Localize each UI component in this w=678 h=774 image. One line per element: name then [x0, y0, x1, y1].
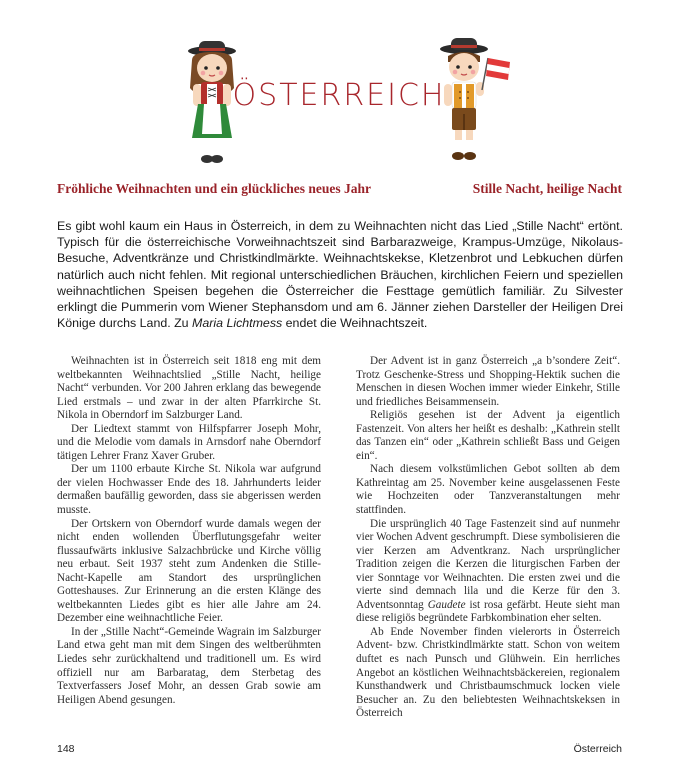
right-p4-text-a: Die ursprünglich 40 Tage Fastenzeit sind auf nunmehr vier Wochen Advent geschrumpft. Diese symbolisieren die vier Kerzen am Adventkranz. Nach ursprünglicher Tradition zeigen die Kerzen die liturgischen Farben der vier Sonntage vor Weihnachten. Die ersten zwei und die vierte sind demnach lila und die Kerze für den 3. Adventsonntag — [356, 517, 620, 611]
left-paragraph: In der „Stille Nacht“-Gemeinde Wagrain im Salzburger Land etwa geht man mit dem Singen des weltberühmten Liedes sehr zurückhaltend und traditionell um. Es wird offiziell nur am Barbaratag, dem Sterbetag des Textverfassers Josef Mohr, an dessen Grab sowie am Heiligen Abend gesungen. — [57, 625, 321, 706]
right-column — [356, 355, 620, 721]
right-paragraph: Ab Ende November finden vielerorts in Österreich Advent- bzw. Christkindlmärkte statt. Schon von weitem duftet es nach Punsch und Glühwein. Ein herrliches Angebot an köstlichen Weihnachtsbäckereien, regionalem Kunsthandwerk und Christbaumschmuck locken viele Besucher an. Zu den beliebtesten Weihnachtskeksen in Österreich — [356, 625, 620, 720]
left-paragraph: Weihnachten ist in Österreich seit 1818 eng mit dem weltbekannten Weihnachtslied „Stille Nacht, heilige Nacht“ verbunden. Vor 200 Jahren erklang das bewegende Lied erstmals – und zwar in der alten Pfarrkirche St. Nikola in Oberndorf im Salzburger Land. — [57, 355, 321, 422]
right-p4-text-b: ist rosa gefärbt. Heute sieht man diese religiös begründete Farbkombination eher selten. — [356, 598, 620, 625]
intro-paragraph — [57, 218, 623, 331]
right-paragraph: Religiös gesehen ist der Advent ja eigentlich Fastenzeit. Von alters her heißt es deshalb: „Kathrein stellt das Tanzen ein“ oder „Kathrein schließt Bass und Geigen ein“. — [356, 409, 620, 462]
page-number: 148 — [57, 743, 75, 755]
subtitle-left: Fröhliche Weihnachten und ein glückliches neues Jahr — [57, 181, 372, 196]
running-head: Österreich — [573, 743, 622, 755]
right-paragraph: Nach diesem volkstümlichen Gebot sollten ab dem Kathreintag am 25. November keine ausgelassenen Feste wie Hochzeiten oder Tanzveranstaltungen mehr stattfinden. — [356, 463, 620, 517]
left-column — [57, 355, 321, 707]
title-container — [0, 78, 678, 113]
intro-text-italic: Maria Lichtmess — [192, 316, 283, 331]
right-paragraph-advent — [356, 518, 620, 626]
subtitle-right: Stille Nacht, heilige Nacht — [472, 181, 622, 196]
intro-text-b: endet die Weihnachtszeit. — [282, 316, 428, 331]
right-paragraph: Der Advent ist in ganz Österreich „a b’sondere Zeit“. Trotz Geschenke-Stress und Shopping-Hektik suchen die Menschen in diesen Wochen immer wieder Einkehr, Stille und friedliches Beisammensein. — [356, 355, 620, 408]
page-title: ÖSTERREICH — [232, 78, 446, 113]
left-paragraph: Der um 1100 erbaute Kirche St. Nikola war aufgrund der vielen Hochwasser Ende des 18. Jahrhunderts leider dermaßen baufällig geworden, dass sie abgerissen werden musste. — [57, 463, 321, 517]
left-paragraph: Der Liedtext stammt von Hilfspfarrer Joseph Mohr, und die Melodie vom damals in Arnsdorf nahe Oberndorf tätigen Lehrer Franz Xaver Gruber. — [57, 422, 321, 462]
right-p4-italic: Gaudete — [427, 598, 466, 611]
intro-text-a: Es gibt wohl kaum ein Haus in Österreich, in dem zu Weihnachten nicht das Lied „Stille Nacht“ ertönt. Typisch für die österreichische Vorweihnachtszeit sind Barbarazweige, Krampus-Umzüge, Nikolaus-Besuche, Adventkränze und Christkindlmärkte. Weihnachtskekse, Kletzenbrot und Lebkuchen dürfen natürlich auch nicht fehlen. Mit regional unterschiedlichen Bräuchen, kirchlichen Feiern und speziellen weihnachtlichen Speisen begehen die Österreicher die Festtage gemütlich familiär. Zu Silvester erklingt die Pummerin vom Wiener Stephansdom und am 6. Jänner ziehen Darsteller der Heiligen Drei Könige durchs Land. Zu — [57, 219, 623, 331]
left-paragraph: Der Ortskern von Oberndorf wurde damals wegen der nicht enden wollenden Überflutungsgefahr weiter flussaufwärts inklusive Salzachbrücke und Kirche völlig neu erbaut. Seit 1937 steht zum Andenken die Stille-Nacht-Kapelle am Standort des ursprünglichen Gotteshauses. Zur Erinnerung an die ersten Klänge des weltbekannten Liedes gibt es hier alle Jahre am 24. Dezember eine weihnachtliche Feier. — [57, 517, 321, 625]
